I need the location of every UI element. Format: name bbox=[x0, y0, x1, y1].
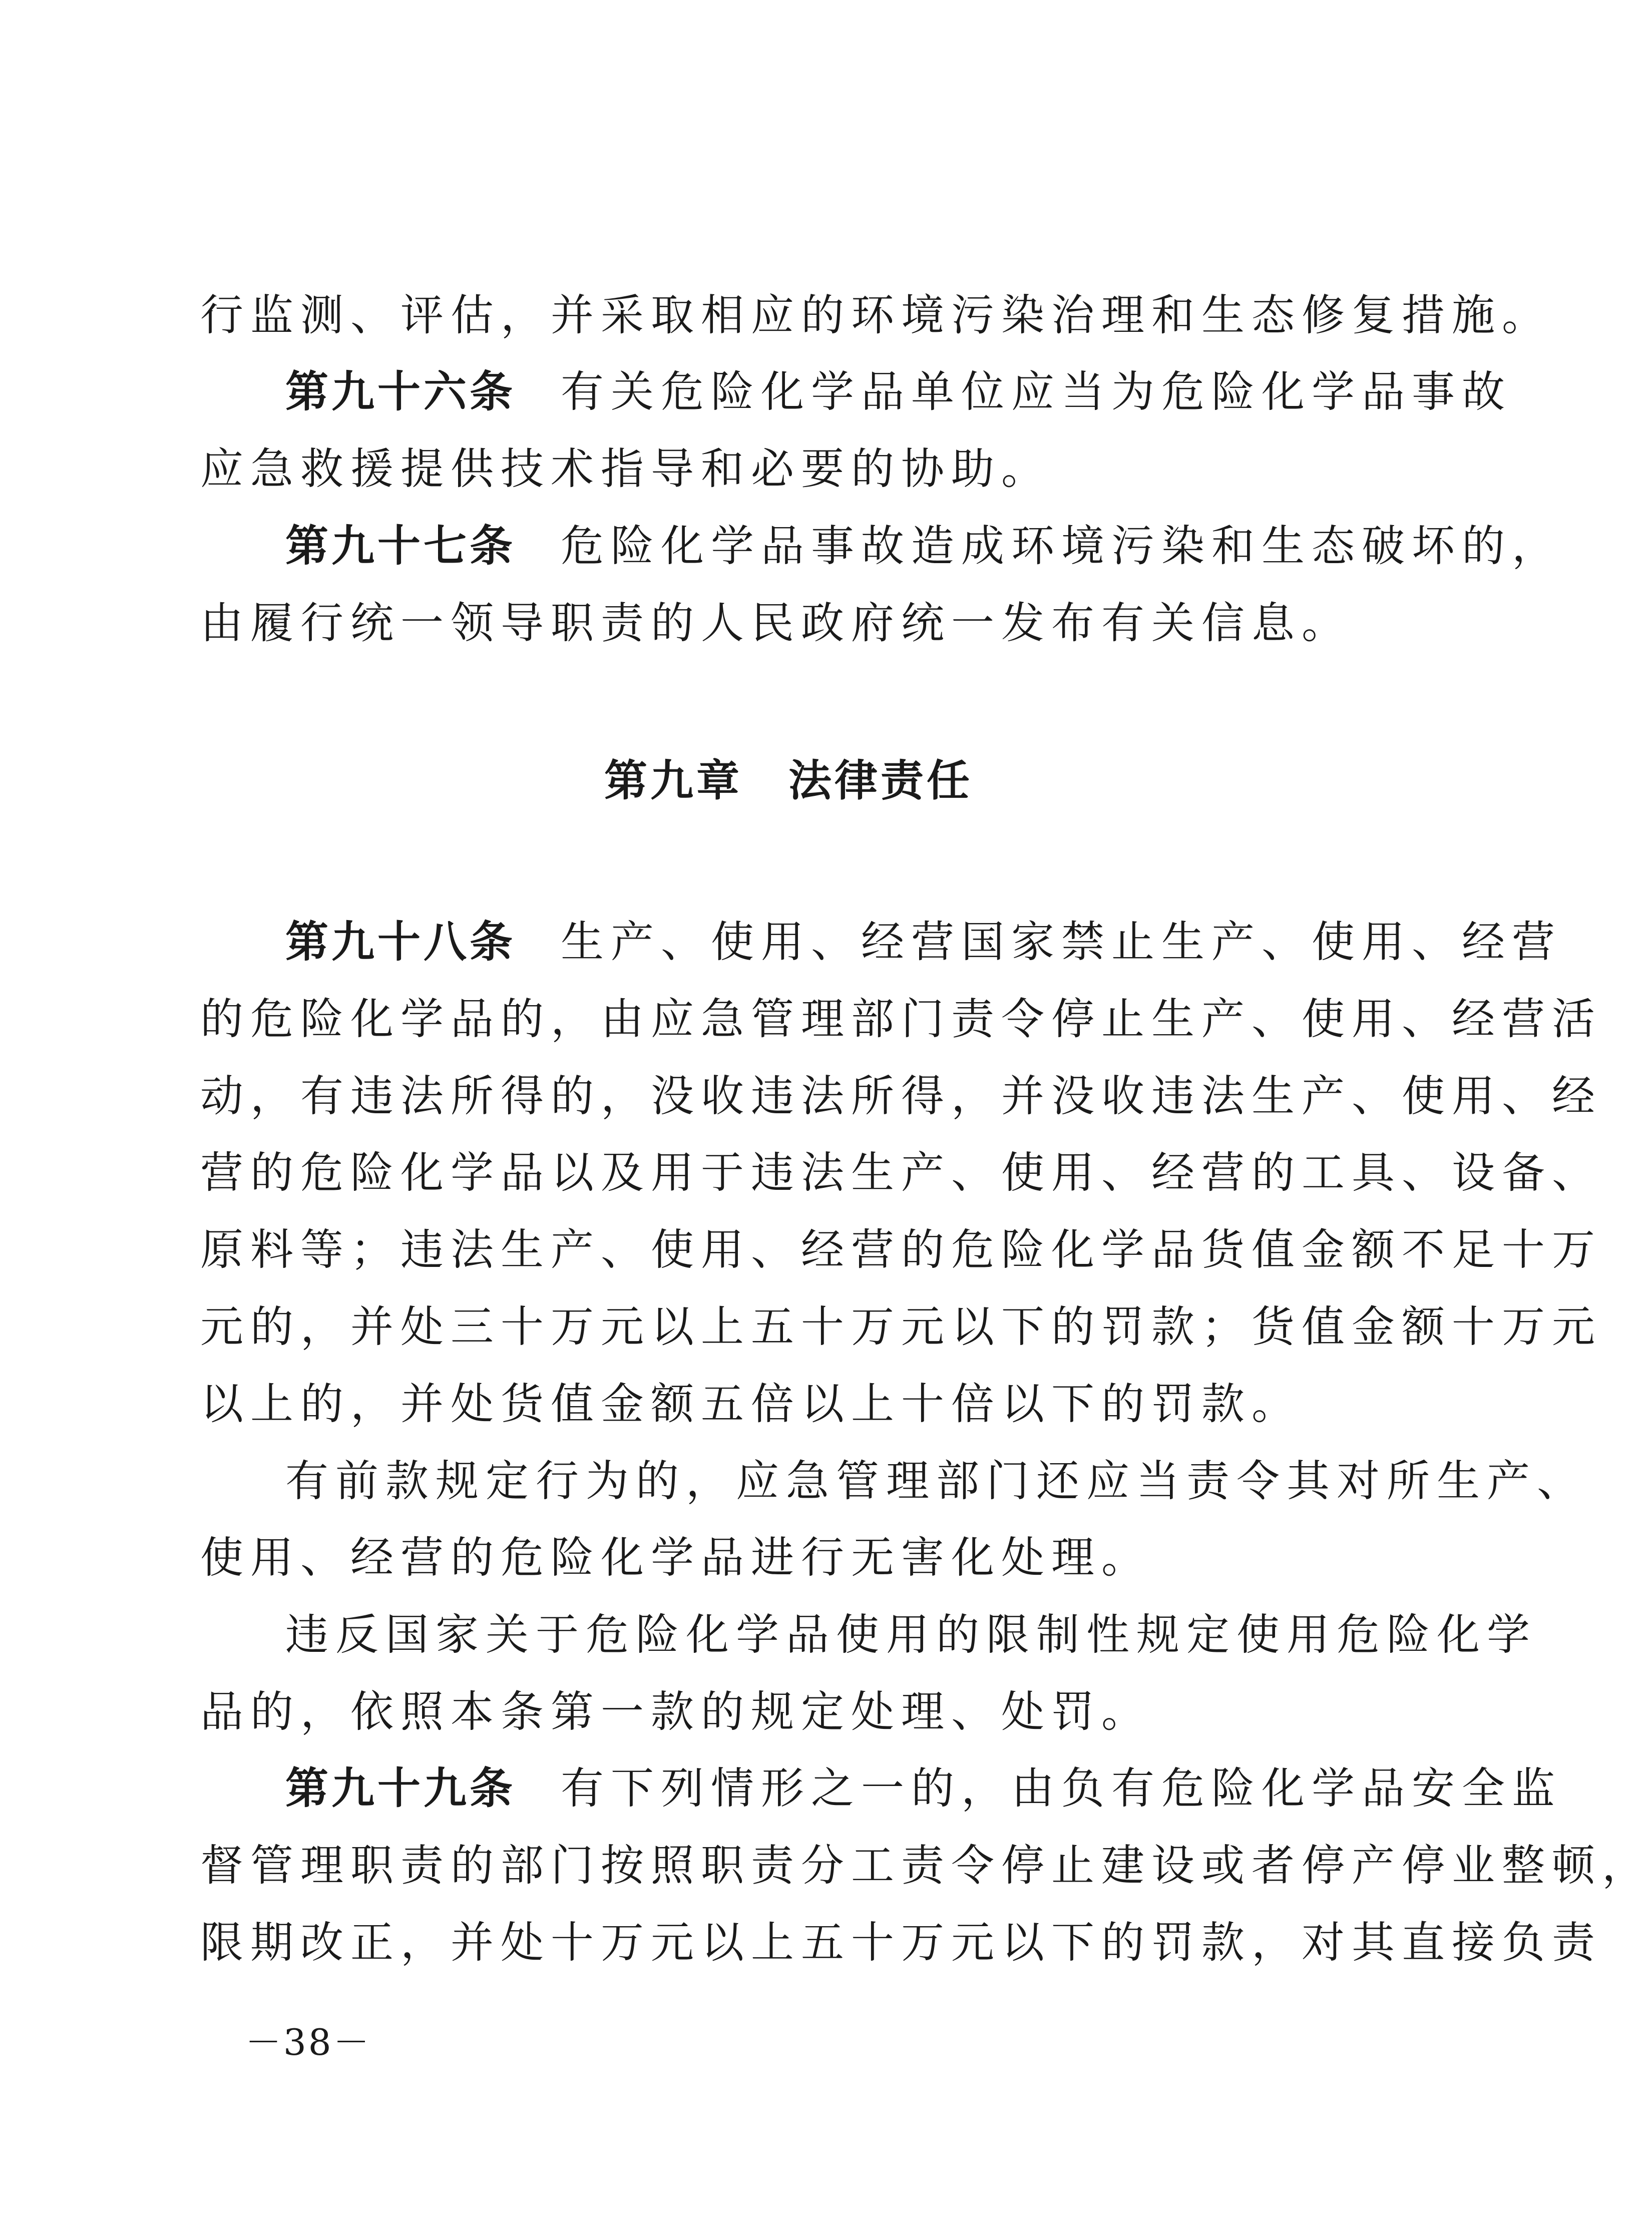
chapter-title: 第九章 法律责任 bbox=[604, 756, 973, 806]
body-line: 的危险化学品的，由应急管理部门责令停止生产、使用、经营活 bbox=[200, 994, 1602, 1044]
body-line: 限期改正，并处十万元以上五十万元以下的罚款，对其直接负责 bbox=[200, 1918, 1602, 1968]
article-number: 第九十八条 bbox=[285, 917, 516, 967]
body-line: 品的，依照本条第一款的规定处理、处罚。 bbox=[200, 1687, 1151, 1737]
article-text: 危险化学品事故造成环境污染和生态破坏的， bbox=[561, 521, 1562, 571]
body-line: 动，有违法所得的，没收违法所得，并没收违法生产、使用、经 bbox=[200, 1071, 1602, 1121]
page-number: －38－ bbox=[245, 2021, 371, 2063]
article-number: 第九十七条 bbox=[285, 521, 516, 571]
article-96-line-1 bbox=[285, 354, 1512, 429]
body-line: 使用、经营的危险化学品进行无害化处理。 bbox=[200, 1533, 1151, 1583]
body-line: 由履行统一领导职责的人民政府统一发布有关信息。 bbox=[200, 598, 1352, 648]
article-99-line-1 bbox=[285, 1751, 1562, 1826]
article-number: 第九十九条 bbox=[285, 1763, 516, 1814]
article-97-line-1 bbox=[285, 509, 1562, 584]
article-number: 第九十六条 bbox=[285, 367, 516, 417]
body-line: 应急救援提供技术指导和必要的协助。 bbox=[200, 444, 1051, 494]
body-line: 以上的，并处货值金额五倍以上十倍以下的罚款。 bbox=[200, 1379, 1302, 1429]
article-text: 有下列情形之一的，由负有危险化学品安全监 bbox=[561, 1763, 1562, 1814]
body-line: 元的，并处三十万元以上五十万元以下的罚款；货值金额十万元 bbox=[200, 1302, 1602, 1352]
body-line: 有前款规定行为的，应急管理部门还应当责令其对所生产、 bbox=[285, 1456, 1587, 1506]
article-98-line-1 bbox=[285, 905, 1562, 980]
body-line: 督管理职责的部门按照职责分工责令停止建设或者停产停业整顿， bbox=[200, 1841, 1652, 1891]
body-line: 营的危险化学品以及用于违法生产、使用、经营的工具、设备、 bbox=[200, 1148, 1602, 1198]
body-line: 行监测、评估，并采取相应的环境污染治理和生态修复措施。 bbox=[200, 290, 1552, 340]
article-text: 有关危险化学品单位应当为危险化学品事故 bbox=[561, 367, 1512, 417]
body-line: 违反国家关于危险化学品使用的限制性规定使用危险化学 bbox=[285, 1610, 1537, 1660]
article-text: 生产、使用、经营国家禁止生产、使用、经营 bbox=[561, 917, 1562, 967]
body-line: 原料等；违法生产、使用、经营的危险化学品货值金额不足十万 bbox=[200, 1225, 1602, 1275]
